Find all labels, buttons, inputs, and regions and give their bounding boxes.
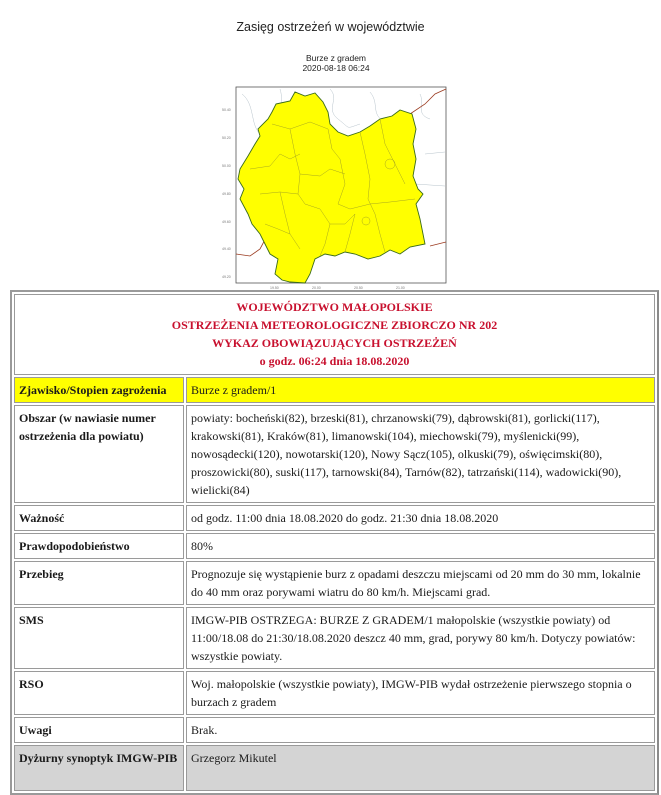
row-value: IMGW-PIB OSTRZEGA: BURZE Z GRADEM/1 małopolskie (wszystkie powiaty) od 11:00/18.08 do 21:30/18.08.2020 deszcz 40 mm, grad, porywy 80 km/h. Dotyczy powiatów: wszystkie powiaty. <box>186 607 655 669</box>
x-tick: 19.50 <box>270 286 279 290</box>
y-tick: 50.00 <box>222 164 231 168</box>
map-phenomenon: Burze z gradem <box>306 53 366 63</box>
row-label: Zjawisko/Stopien zagrożenia <box>14 377 184 403</box>
row-label: Uwagi <box>14 717 184 743</box>
row-value: Woj. małopolskie (wszystkie powiaty), IMGW-PIB wydał ostrzeżenie pierwszego stopnia o burzach z gradem <box>186 671 655 715</box>
table-header <box>14 294 655 375</box>
table-row-validity <box>14 505 655 531</box>
table-row-course <box>14 561 655 605</box>
table-row-area <box>14 405 655 503</box>
table-row-rso <box>14 671 655 715</box>
row-label: Dyżurny synoptyk IMGW-PIB <box>14 745 184 791</box>
row-value: Grzegorz Mikutel <box>186 745 655 791</box>
table-row-phenomenon <box>14 377 655 403</box>
y-tick: 50.40 <box>222 108 231 112</box>
warnings-table <box>10 290 659 795</box>
map-title: Zasięg ostrzeżeń w województwie <box>236 20 425 34</box>
row-label: RSO <box>14 671 184 715</box>
header-bulletin: OSTRZEŻENIA METEOROLOGICZNE ZBIORCZO NR 202 <box>171 318 498 332</box>
row-label: Obszar (w nawiasie numer ostrzeżenia dla powiatu) <box>14 405 184 503</box>
row-label: Prawdopodobieństwo <box>14 533 184 559</box>
x-tick: 21.00 <box>396 286 405 290</box>
row-value: Prognozuje się wystąpienie burz z opadami deszczu miejscami od 20 mm do 30 mm, lokalnie do 40 mm oraz porywami wiatru do 80 km/h. Miejscami grad. <box>186 561 655 605</box>
warning-map <box>220 84 452 290</box>
row-label: Przebieg <box>14 561 184 605</box>
y-tick: 49.80 <box>222 192 231 196</box>
row-value: Brak. <box>186 717 655 743</box>
header-region: WOJEWÓDZTWO MAŁOPOLSKIE <box>236 300 433 314</box>
row-value: Burze z gradem/1 <box>186 377 655 403</box>
row-value: powiaty: bocheński(82), brzeski(81), chrzanowski(79), dąbrowski(81), gorlicki(117), krakowski(81), Kraków(81), limanowski(104), miechowski(79), myślenicki(99), nowosądecki(120), nowotarski(120), Nowy Sącz(105), olkuski(79), oświęcimski(80), proszowicki(80), suski(117), tarnowski(84), Tarnów(82), tatrzański(114), wadowicki(90), wielicki(84) <box>186 405 655 503</box>
row-label: SMS <box>14 607 184 669</box>
x-tick: 20.00 <box>312 286 321 290</box>
header-time: o godz. 06:24 dnia 18.08.2020 <box>259 354 410 368</box>
y-tick: 49.60 <box>222 220 231 224</box>
row-value: 80% <box>186 533 655 559</box>
header-list: WYKAZ OBOWIĄZUJĄCYCH OSTRZEŻEŃ <box>212 336 457 350</box>
y-tick: 49.20 <box>222 275 231 279</box>
table-row-probability <box>14 533 655 559</box>
table-row-notes <box>14 717 655 743</box>
row-value: od godz. 11:00 dnia 18.08.2020 do godz. 21:30 dnia 18.08.2020 <box>186 505 655 531</box>
row-label: Ważność <box>14 505 184 531</box>
y-tick: 50.20 <box>222 136 231 140</box>
table-row-forecaster <box>14 745 655 791</box>
map-timestamp: 2020-08-18 06:24 <box>302 63 370 73</box>
map-subtitle <box>0 53 661 73</box>
table-row-sms <box>14 607 655 669</box>
x-tick: 20.50 <box>354 286 363 290</box>
y-tick: 49.40 <box>222 247 231 251</box>
